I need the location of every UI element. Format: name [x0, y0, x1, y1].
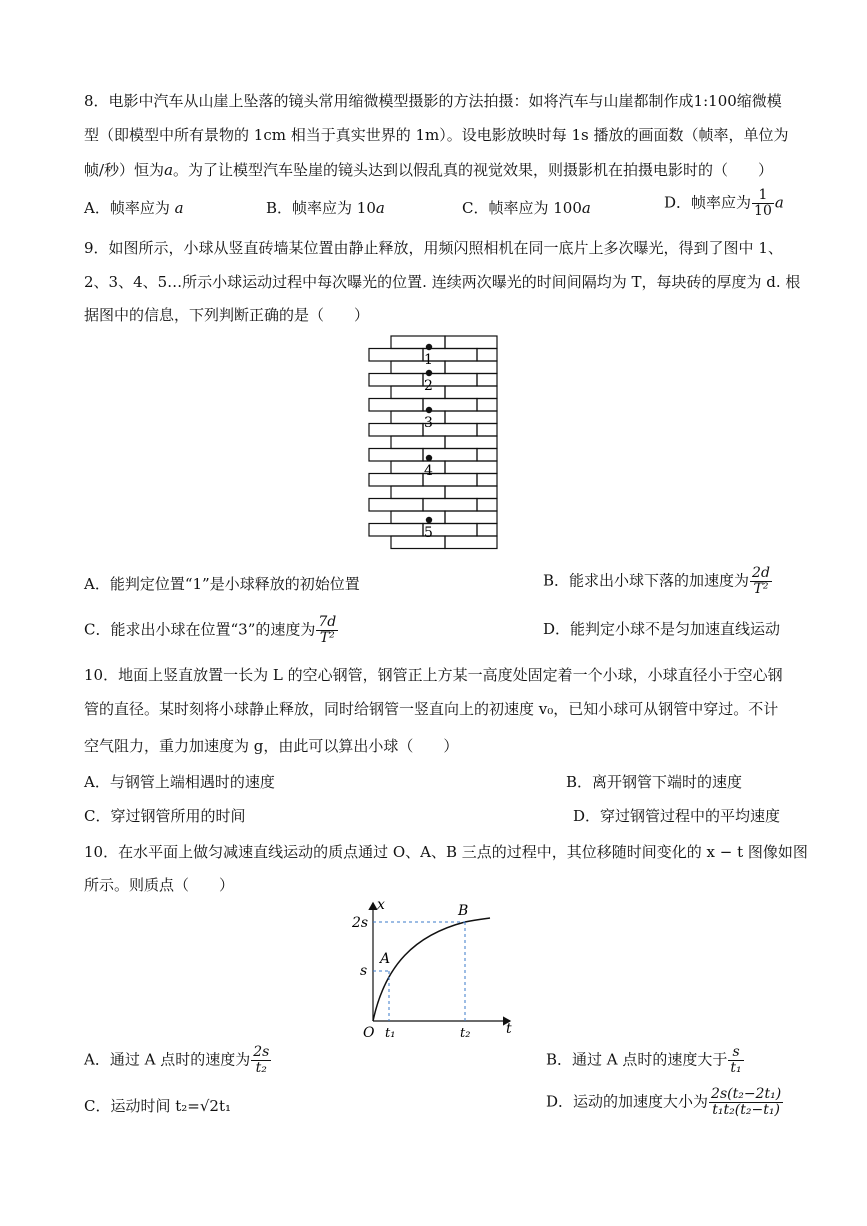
brick	[477, 474, 497, 487]
q10b-line-1: 10．在水平面上做匀减速直线运动的质点通过 O、A、B 三点的过程中，其位移随时间变化的 x − t 图像如图	[84, 843, 808, 861]
brick	[477, 399, 497, 412]
q8-option-a[interactable]: A．帧率应为 a	[84, 199, 184, 217]
brick	[391, 486, 445, 499]
brick	[369, 449, 423, 462]
q8-line-2: 型（即模型中所有景物的 1cm 相当于真实世界的 1m）。设电影放映时每 1s 播放的画面数（帧率，单位为	[84, 126, 789, 144]
brick	[369, 374, 423, 387]
point-b-label: B	[458, 903, 469, 919]
brick	[445, 486, 497, 499]
q9-option-c-fraction: $\frac{7d}{\text{T²}}$	[318, 614, 337, 646]
brick	[445, 336, 497, 349]
x-t-graph-curve	[373, 918, 490, 1021]
q10b-option-b[interactable]: B．通过 A 点时的速度大于 $\frac{s}{\text{t₁}}$	[546, 1044, 742, 1076]
brick	[369, 524, 423, 537]
q10a-option-b[interactable]: B．离开钢管下端时的速度	[566, 773, 743, 791]
brick	[445, 461, 497, 474]
ball-position-3	[426, 407, 432, 413]
ball-label-4: 4	[424, 463, 433, 479]
q10a-option-a[interactable]: A．与钢管上端相遇时的速度	[84, 773, 275, 791]
brick	[391, 461, 445, 474]
q10b-option-d[interactable]: D．运动的加速度大小为 $\frac{\text{2s(t₂−2t₁)}}{\text{t₁t₂(t₂−t₁)}}$	[546, 1086, 782, 1118]
brick	[391, 336, 445, 349]
q10a-line-2: 管的直径。某时刻将小球静止释放，同时给钢管一竖直向上的初速度 v₀，已知小球可从钢管中穿过。不计	[84, 700, 779, 718]
q9-option-a[interactable]: A．能判定位置“1”是小球释放的初始位置	[84, 575, 360, 593]
q8-option-d[interactable]: D．帧率应为 $\frac{1}{10}$ a	[664, 187, 784, 219]
brick	[445, 511, 497, 524]
brick	[445, 536, 497, 549]
brick	[391, 511, 445, 524]
q10a-line-1: 10．地面上竖直放置一长为 L 的空心钢管，钢管正上方某一高度处固定着一个小球，小球直径小于空心钢	[84, 666, 783, 684]
q9-option-b-fraction: $\frac{2d}{\text{T²}}$	[752, 565, 770, 597]
brick	[369, 474, 423, 487]
q10b-option-a-fraction: $\frac{2s}{\text{t₂}}$	[253, 1044, 270, 1076]
brick	[391, 361, 445, 374]
brick	[391, 436, 445, 449]
q10a-line-3: 空气阻力，重力加速度为 g，由此可以算出小球（ ）	[84, 737, 459, 755]
q10a-option-d[interactable]: D．穿过钢管过程中的平均速度	[573, 807, 781, 825]
q9-option-d[interactable]: D．能判定小球不是匀加速直线运动	[543, 620, 781, 638]
brick	[369, 424, 423, 437]
x-tick-t1: t₁	[385, 1026, 396, 1041]
x-t-graph	[345, 895, 520, 1045]
brick	[445, 436, 497, 449]
q8-option-d-fraction: $\frac{1}{10}$	[754, 187, 772, 219]
y-axis-label: x	[377, 897, 385, 913]
brick	[423, 499, 477, 512]
ball-position-1	[426, 344, 432, 350]
y-tick-s: s	[360, 963, 368, 979]
brick	[369, 349, 423, 362]
q8-option-b[interactable]: B．帧率应为 10a	[266, 199, 385, 217]
q8-line-3: 帧/秒）恒为a。为了让模型汽车坠崖的镜头达到以假乱真的视觉效果，则摄影机在拍摄电影时的（ ）	[84, 161, 774, 179]
q10b-line-2: 所示。则质点（ ）	[84, 876, 235, 894]
q10a-option-c[interactable]: C．穿过钢管所用的时间	[84, 807, 246, 825]
brick	[391, 411, 445, 424]
q8-option-c[interactable]: C．帧率应为 100a	[462, 199, 591, 217]
brick	[477, 499, 497, 512]
ball-label-5: 5	[424, 525, 433, 541]
brick	[369, 499, 423, 512]
q10b-option-b-fraction: $\frac{s}{\text{t₁}}$	[730, 1044, 742, 1076]
brick	[369, 399, 423, 412]
q10b-option-a[interactable]: A．通过 A 点时的速度为 $\frac{2s}{\text{t₂}}$	[84, 1044, 270, 1076]
t-axis-label: t	[506, 1021, 512, 1037]
q10b-option-c[interactable]: C．运动时间 t₂=√2t₁	[84, 1097, 231, 1115]
x-tick-t2: t₂	[460, 1026, 471, 1041]
q8-line-1: 8．电影中汽车从山崖上坠落的镜头常用缩微模型摄影的方法拍摄：如将汽车与山崖都制作成1:100缩微模	[84, 92, 782, 110]
ball-position-2	[426, 370, 432, 376]
brick	[445, 411, 497, 424]
brick	[391, 536, 445, 549]
brick	[391, 386, 445, 399]
point-a-label: A	[380, 951, 391, 967]
ball-label-3: 3	[424, 415, 433, 431]
brick	[445, 386, 497, 399]
brick	[477, 524, 497, 537]
q9-line-1: 9．如图所示，小球从竖直砖墙某位置由静止释放，用频闪照相机在同一底片上多次曝光，得到了图中 1、	[84, 239, 783, 257]
brick	[477, 349, 497, 362]
brick	[477, 449, 497, 462]
q9-line-3: 据图中的信息，下列判断正确的是（ ）	[84, 306, 370, 324]
brick	[445, 361, 497, 374]
ball-label-1: 1	[424, 352, 433, 368]
y-tick-2s: 2s	[352, 915, 369, 931]
origin-label: O	[363, 1025, 375, 1041]
brick	[477, 374, 497, 387]
q9-option-c[interactable]: C．能求出小球在位置“3”的速度为 $\frac{7d}{\text{T²}}$	[84, 614, 337, 646]
q9-line-2: 2、3、4、5…所示小球运动过程中每次曝光的位置. 连续两次曝光的时间间隔均为 T，每块砖的厚度为 d. 根	[84, 273, 801, 291]
ball-position-5	[426, 517, 432, 523]
ball-label-2: 2	[424, 378, 433, 394]
ball-position-4	[426, 455, 432, 461]
brick-wall-figure	[365, 330, 505, 560]
q9-option-b[interactable]: B．能求出小球下落的加速度为 $\frac{2d}{\text{T²}}$	[543, 565, 770, 597]
brick	[477, 424, 497, 437]
q10b-option-d-fraction: $\frac{\text{2s(t₂−2t₁)}}{\text{t₁t₂(t₂−t₁)}}$	[711, 1086, 782, 1118]
